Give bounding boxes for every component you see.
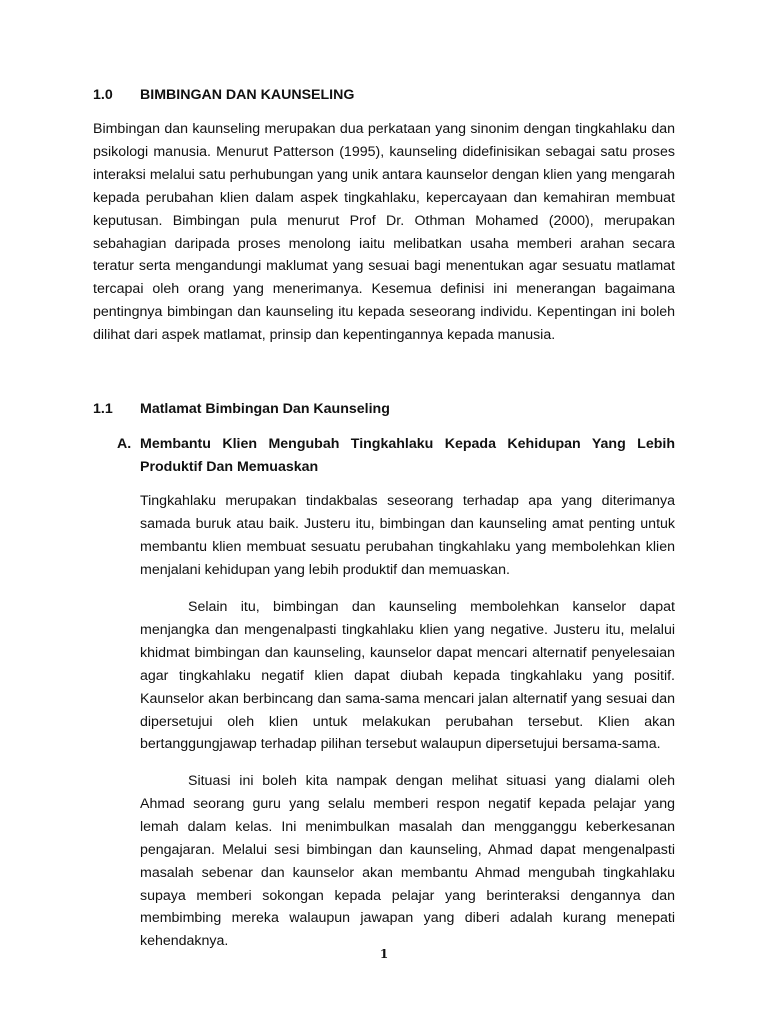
section-number: 1.1 (93, 401, 113, 417)
subsection-title: Membantu Klien Mengubah Tingkahlaku Kepada Kehidupan Yang Lebih Produktif Dan Memuaskan (140, 436, 675, 475)
section-heading-1-1 (93, 400, 390, 418)
section-number: 1.0 (93, 87, 113, 103)
intro-paragraph: Bimbingan dan kaunseling merupakan dua perkataan yang sinonim dengan tingkahlaku dan psikologi manusia. Menurut Patterson (1995), kaunseling didefinisikan sebagai satu proses interaksi melalui satu perhubungan yang unik antara kaunselor dengan klien yang mengarah kepada perubahan klien dalam aspek tingkahlaku, kepercayaan dan kemahiran membuat keputusan. Bimbingan pula menurut Prof Dr. Othman Mohamed (2000), merupakan sebahagian daripada proses menolong iaitu melibatkan usaha memberi arahan secara teratur serta mengandungi maklumat yang sesuai bagi menentukan agar sesuatu matlamat tercapai oleh orang yang menerimanya. Kesemua definisi ini menerangan bagaimana pentingnya bimbingan dan kaunseling itu kepada seseorang individu. Kepentingan ini boleh dilihat dari aspek matlamat, prinsip dan kepentingannya kepada manusia. (93, 121, 675, 344)
body-paragraph-3: Situasi ini boleh kita nampak dengan melihat situasi yang dialami oleh Ahmad seorang guru yang selalu memberi respon negatif kepada pelajar yang lemah dalam kelas. Ini menimbulkan masalah dan mengganggu keberkesanan pengajaran. Melalui sesi bimbingan dan kaunseling, Ahmad dapat mengenalpasti masalah sebenar dan kaunselor akan membantu Ahmad mengubah tingkahlaku supaya memberi sokongan kepada pelajar yang berinteraksi dengannya dan membimbing mereka walaupun jawapan yang diberi adalah kurang menepati kehendaknya. (140, 773, 675, 950)
body-paragraph-1: Tingkahlaku merupakan tindakbalas seseorang terhadap apa yang diterimanya samada buruk atau baik. Justeru itu, bimbingan dan kaunseling amat penting untuk membantu klien membuat sesuatu perubahan tingkahlaku yang membolehkan klien menjalani kehidupan yang lebih produktif dan memuaskan. (140, 493, 675, 578)
section-heading-1-0 (93, 86, 354, 104)
body-paragraph-2: Selain itu, bimbingan dan kaunseling membolehkan kanselor dapat menjangka dan mengenalpasti tingkahlaku klien yang negative. Justeru itu, melalui khidmat bimbingan dan kaunseling, kaunselor dapat mencari alternatif penyelesaian agar tingkahlaku negatif klien dapat diubah kepada tingkahlaku yang positif. Kaunselor akan berbincang dan sama-sama mencari jalan alternatif yang sesuai dan dipersetujui oleh klien untuk melakukan perubahan tersebut. Klien akan bertanggungjawap terhadap pilihan tersebut walaupun dipersetujui bersama-sama. (140, 599, 675, 753)
section-title: BIMBINGAN DAN KAUNSELING (140, 87, 355, 103)
subsection-heading-a (117, 433, 675, 479)
page-number: 1 (379, 947, 389, 961)
subsection-letter: A. (117, 436, 132, 452)
section-title: Matlamat Bimbingan Dan Kaunseling (140, 401, 390, 417)
